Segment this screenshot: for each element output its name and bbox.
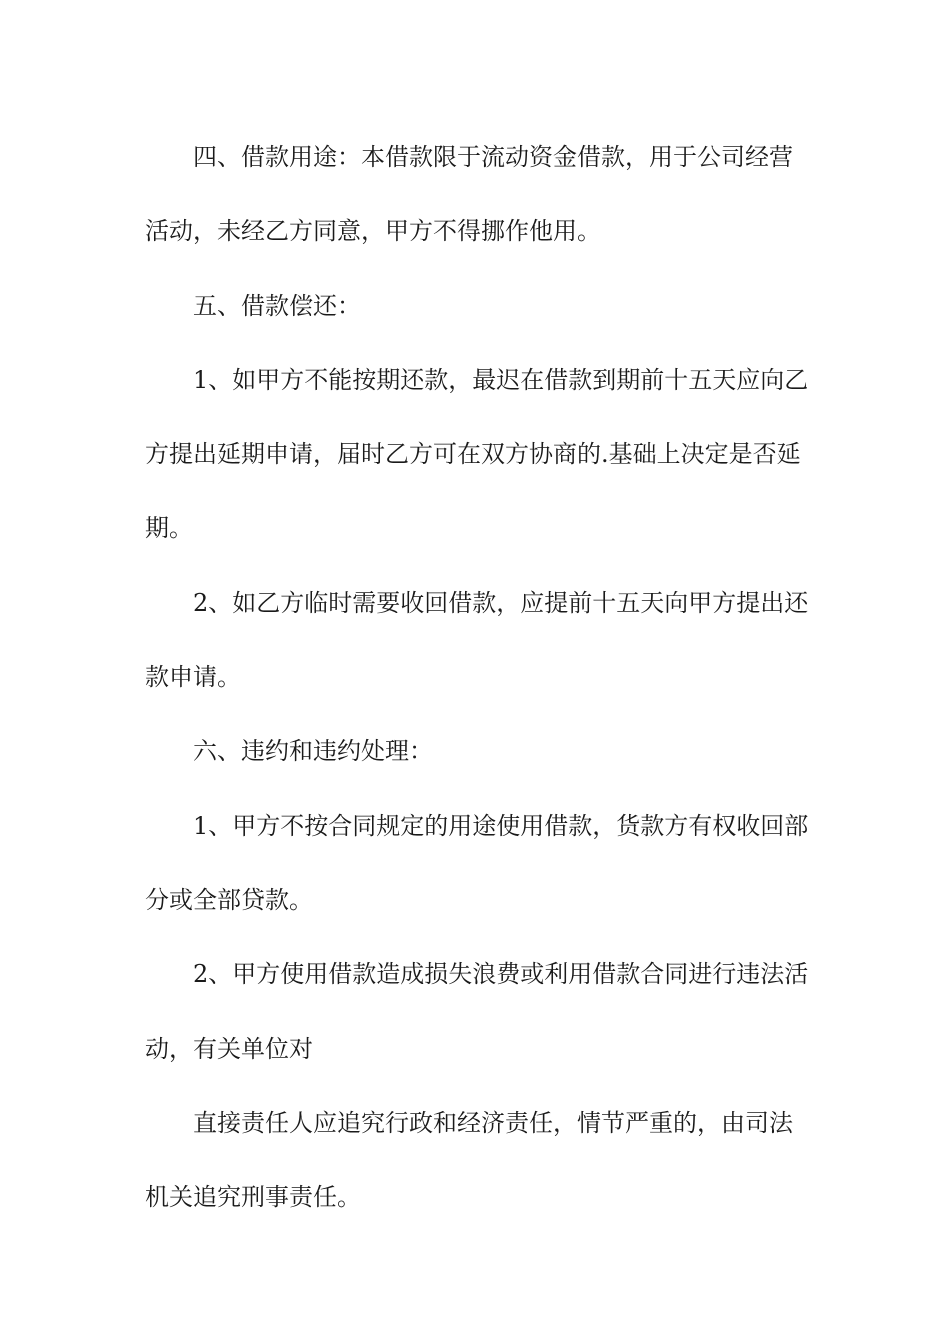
text-line: 款申请。 <box>145 663 241 692</box>
section-heading: 六、违约和违约处理： <box>193 737 433 766</box>
text-line: 1、如甲方不能按期还款，最迟在借款到期前十五天应向乙 <box>193 365 809 394</box>
text-line: 四、借款用途：本借款限于流动资金借款，用于公司经营 <box>193 143 793 171</box>
text-line: 机关追究刑事责任。 <box>145 1183 361 1212</box>
text-line: 2、甲方使用借款造成损失浪费或利用借款合同进行违法活 <box>193 960 809 989</box>
text-line: 方提出延期申请，届时乙方可在双方协商的.基础上决定是否延 <box>145 440 801 469</box>
text-line: 1、甲方不按合同规定的用途使用借款，货款方有权收回部 <box>193 811 809 840</box>
section-heading: 五、借款偿还： <box>193 291 361 320</box>
document-body <box>145 120 810 1234</box>
text-line: 分或全部贷款。 <box>145 885 313 914</box>
text-line: 动，有关单位对 <box>145 1034 313 1063</box>
text-line: 活动，未经乙方同意，甲方不得挪作他用。 <box>145 217 601 246</box>
text-line: 2、如乙方临时需要收回借款，应提前十五天向甲方提出还 <box>193 588 809 617</box>
text-line: 期。 <box>145 514 193 543</box>
text-line: 直接责任人应追究行政和经济责任，情节严重的，由司法 <box>193 1108 793 1137</box>
